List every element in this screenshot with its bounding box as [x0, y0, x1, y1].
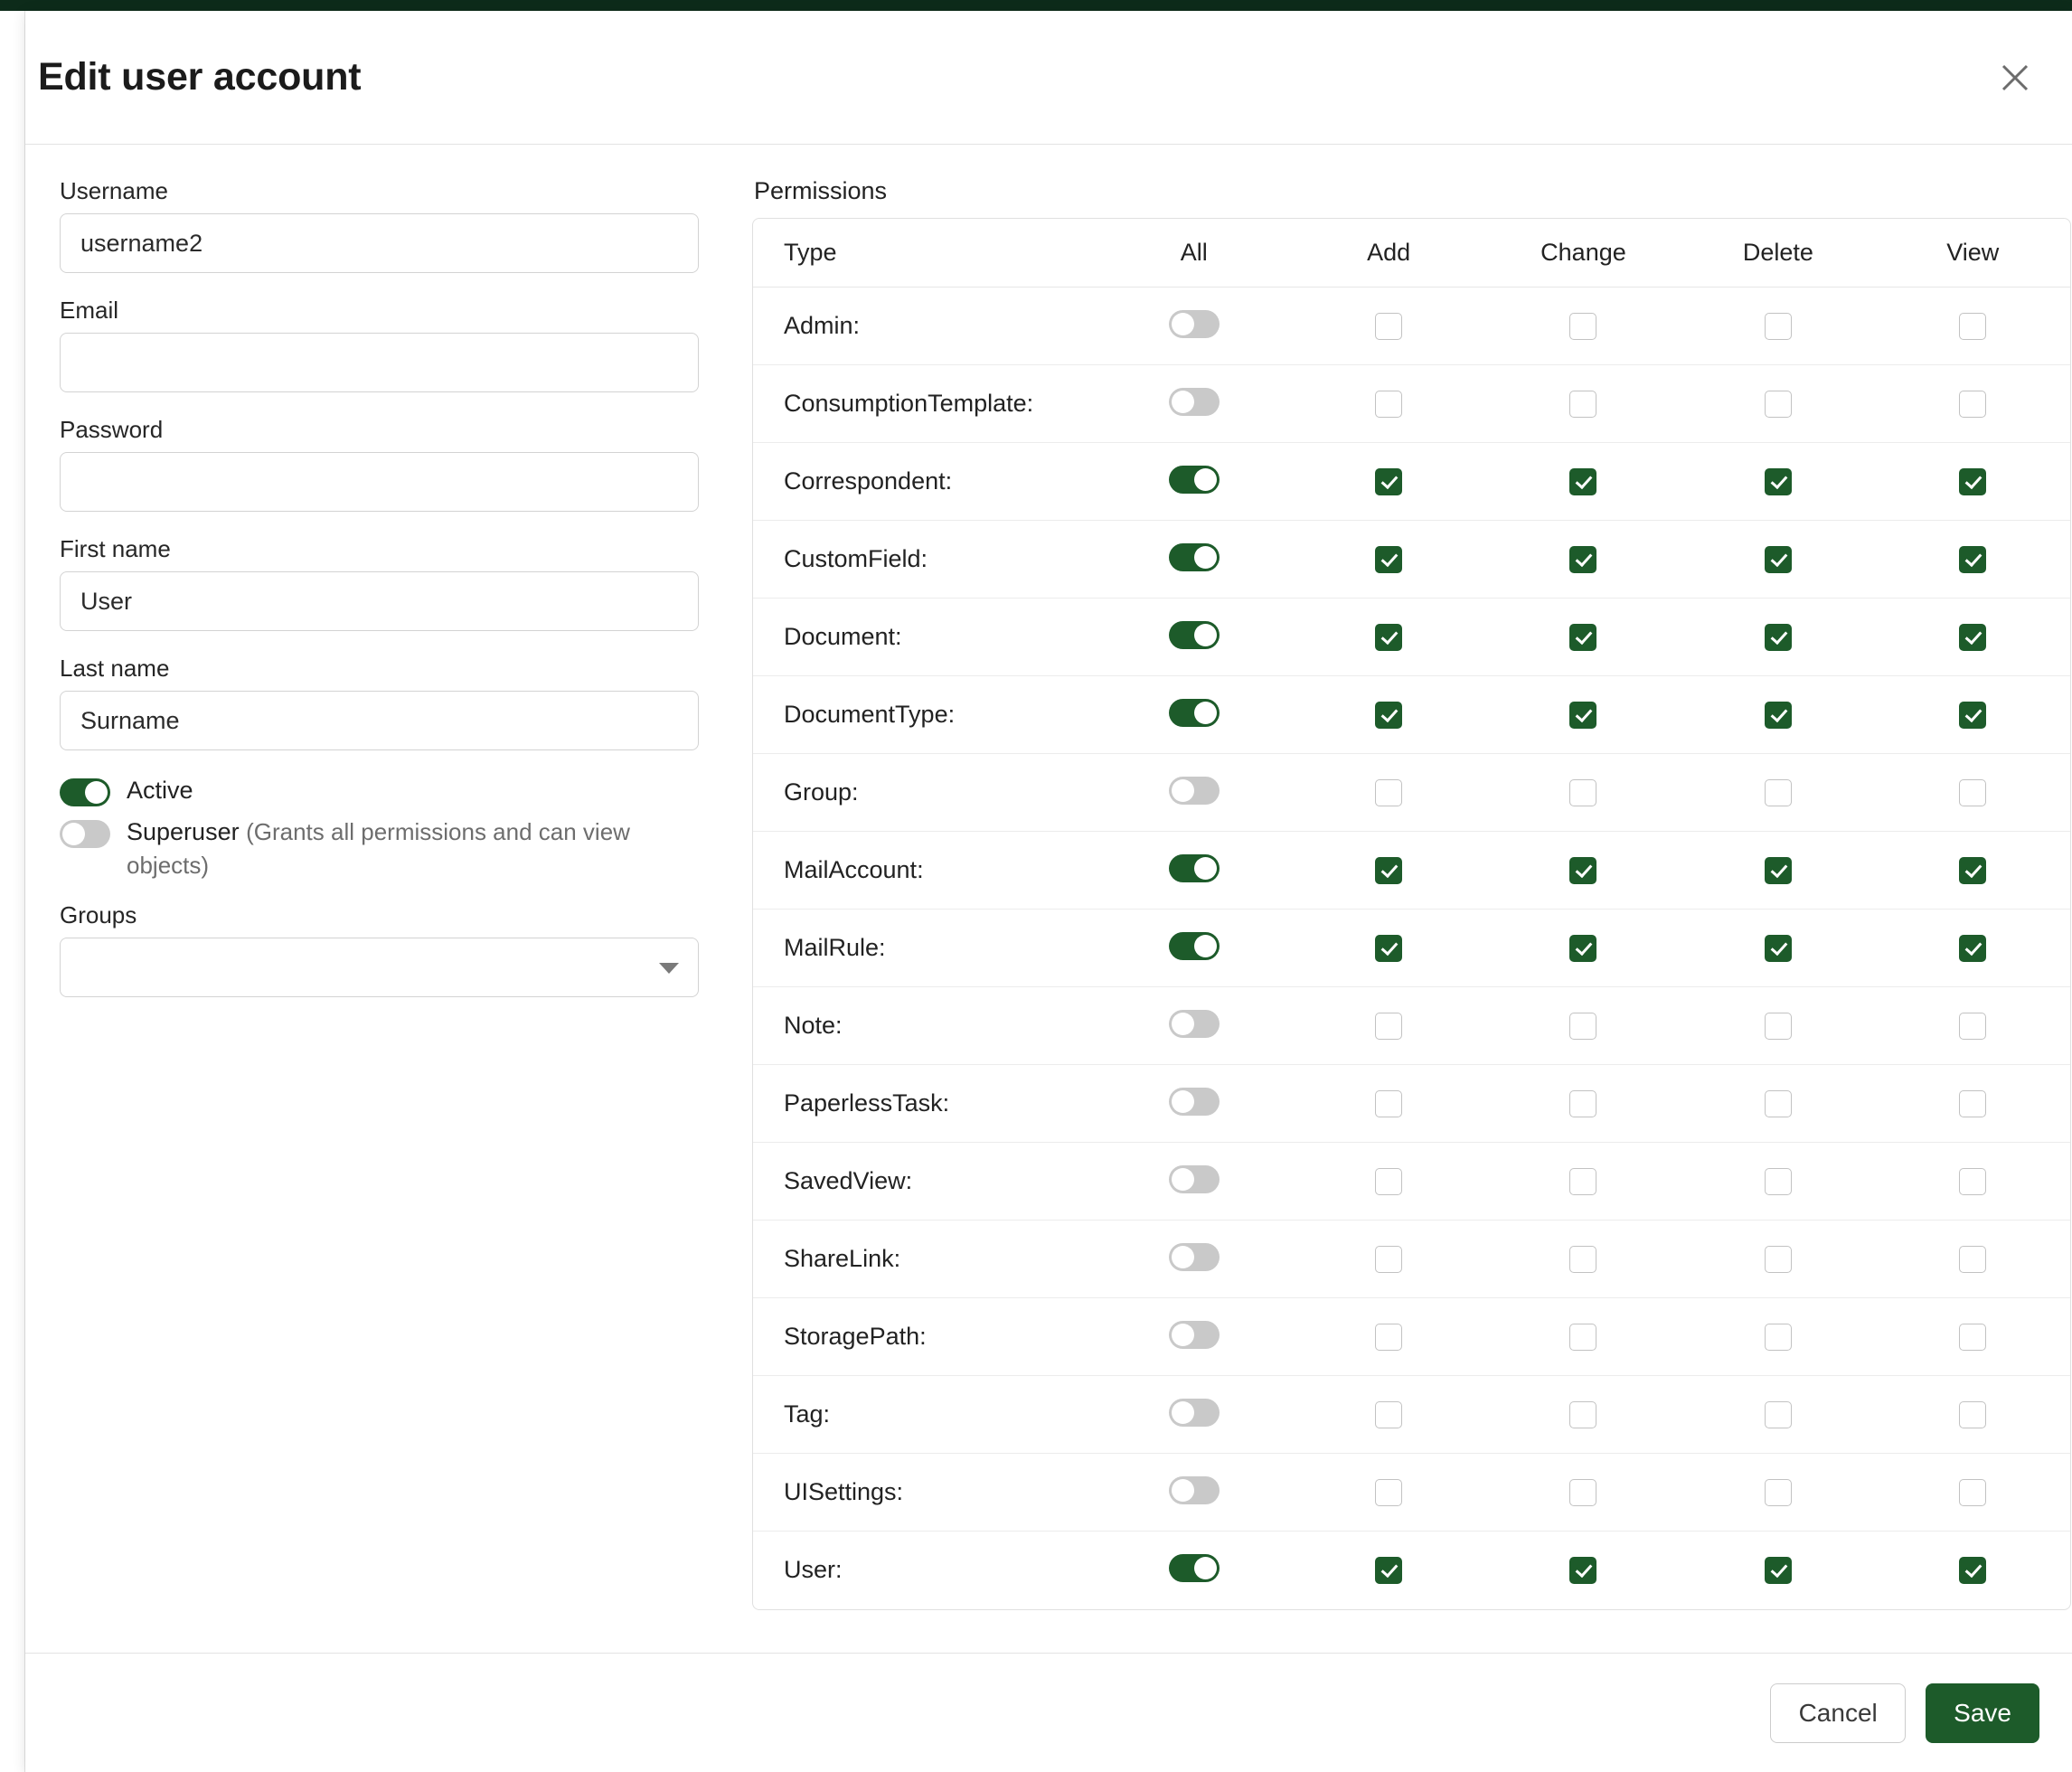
permissions-body: [753, 287, 2070, 1609]
permission-type-label: MailAccount:: [753, 832, 1097, 910]
permission-view-cell: [1876, 365, 2070, 443]
permissions-title: Permissions: [754, 177, 888, 204]
permission-add-checkbox[interactable]: [1375, 1557, 1402, 1584]
permission-all-cell: [1097, 987, 1291, 1065]
permission-all-toggle[interactable]: [1169, 1010, 1220, 1038]
permission-delete-cell: [1681, 987, 1875, 1065]
permission-change-checkbox[interactable]: [1569, 779, 1596, 806]
permission-type-label: StoragePath:: [753, 1298, 1097, 1376]
permission-all-cell: [1097, 1065, 1291, 1143]
permission-all-toggle[interactable]: [1169, 1399, 1220, 1427]
permission-type-label: SavedView:: [753, 1143, 1097, 1221]
dialog-footer: [25, 1653, 2072, 1772]
permission-type-label: Tag:: [753, 1376, 1097, 1454]
permission-delete-cell: [1681, 599, 1875, 676]
permission-delete-cell: [1681, 1143, 1875, 1221]
permission-add-checkbox[interactable]: [1375, 935, 1402, 962]
permission-type-label: Group:: [753, 754, 1097, 832]
permission-all-toggle[interactable]: [1169, 1476, 1220, 1504]
permission-delete-checkbox[interactable]: [1765, 546, 1792, 573]
permission-change-cell: [1486, 1065, 1681, 1143]
permission-delete-cell: [1681, 443, 1875, 521]
permission-add-checkbox[interactable]: [1375, 391, 1402, 418]
permission-view-cell: [1876, 1143, 2070, 1221]
permission-view-cell: [1876, 987, 2070, 1065]
permission-view-cell: [1876, 910, 2070, 987]
permission-change-cell: [1486, 1454, 1681, 1532]
permission-all-cell: [1097, 521, 1291, 599]
permission-view-cell: [1876, 832, 2070, 910]
permission-all-cell: [1097, 1221, 1291, 1298]
permission-change-cell: [1486, 987, 1681, 1065]
permission-delete-cell: [1681, 754, 1875, 832]
table-row: [753, 754, 2070, 832]
permissions-header-row: [753, 219, 2070, 287]
permission-all-toggle[interactable]: [1169, 777, 1220, 805]
table-row: [753, 1143, 2070, 1221]
permission-change-checkbox[interactable]: [1569, 1090, 1596, 1117]
permission-type-label: MailRule:: [753, 910, 1097, 987]
superuser-hint: (Grants all permissions and can view objects): [127, 818, 630, 879]
permission-change-checkbox[interactable]: [1569, 468, 1596, 495]
permission-change-cell: [1486, 1143, 1681, 1221]
permission-add-cell: [1291, 987, 1485, 1065]
permission-delete-checkbox[interactable]: [1765, 1168, 1792, 1195]
active-toggle[interactable]: [60, 778, 110, 806]
first-name-label: First name: [60, 535, 171, 562]
permission-add-checkbox[interactable]: [1375, 1401, 1402, 1428]
permission-type-label: PaperlessTask:: [753, 1065, 1097, 1143]
active-label: Active: [127, 777, 193, 804]
app-top-strip: [0, 0, 2072, 11]
permission-view-checkbox[interactable]: [1959, 1246, 1986, 1273]
permission-view-checkbox[interactable]: [1959, 1013, 1986, 1040]
permission-add-checkbox[interactable]: [1375, 702, 1402, 729]
permission-view-checkbox[interactable]: [1959, 391, 1986, 418]
permission-type-label: Correspondent:: [753, 443, 1097, 521]
permission-all-toggle[interactable]: [1169, 621, 1220, 649]
permission-view-checkbox[interactable]: [1959, 779, 1986, 806]
permission-change-cell: [1486, 1221, 1681, 1298]
permission-change-checkbox[interactable]: [1569, 313, 1596, 340]
permission-add-cell: [1291, 599, 1485, 676]
column-header-change: Change: [1486, 219, 1681, 287]
permission-add-cell: [1291, 754, 1485, 832]
permission-type-label: ConsumptionTemplate:: [753, 365, 1097, 443]
groups-select-wrap: [60, 938, 699, 997]
permission-delete-checkbox[interactable]: [1765, 702, 1792, 729]
permission-add-cell: [1291, 1143, 1485, 1221]
permission-view-checkbox[interactable]: [1959, 1090, 1986, 1117]
permission-view-cell: [1876, 1221, 2070, 1298]
permission-view-checkbox[interactable]: [1959, 1557, 1986, 1584]
permission-type-label: Admin:: [753, 287, 1097, 365]
permission-add-checkbox[interactable]: [1375, 857, 1402, 884]
permission-all-cell: [1097, 910, 1291, 987]
table-row: [753, 910, 2070, 987]
permission-add-checkbox[interactable]: [1375, 468, 1402, 495]
permission-all-toggle[interactable]: [1169, 1554, 1220, 1582]
permission-view-cell: [1876, 1065, 2070, 1143]
table-row: [753, 287, 2070, 365]
permission-delete-cell: [1681, 832, 1875, 910]
permission-change-checkbox[interactable]: [1569, 857, 1596, 884]
permission-delete-cell: [1681, 676, 1875, 754]
permission-change-cell: [1486, 287, 1681, 365]
permission-add-checkbox[interactable]: [1375, 1324, 1402, 1351]
permission-view-checkbox[interactable]: [1959, 546, 1986, 573]
account-details-form: [38, 177, 725, 1653]
permission-delete-checkbox[interactable]: [1765, 1090, 1792, 1117]
permission-change-cell: [1486, 443, 1681, 521]
permission-all-cell: [1097, 1298, 1291, 1376]
permission-view-cell: [1876, 521, 2070, 599]
permission-view-checkbox[interactable]: [1959, 468, 1986, 495]
email-label: Email: [60, 297, 119, 324]
active-toggle-row: [60, 774, 689, 806]
permission-type-label: CustomField:: [753, 521, 1097, 599]
permission-view-cell: [1876, 1532, 2070, 1609]
column-header-type: Type: [753, 219, 1097, 287]
groups-label: Groups: [60, 901, 137, 929]
permission-change-checkbox[interactable]: [1569, 391, 1596, 418]
permission-all-cell: [1097, 287, 1291, 365]
permission-view-checkbox[interactable]: [1959, 935, 1986, 962]
permission-type-label: DocumentType:: [753, 676, 1097, 754]
permission-delete-cell: [1681, 910, 1875, 987]
permission-view-cell: [1876, 443, 2070, 521]
permission-delete-checkbox[interactable]: [1765, 468, 1792, 495]
permission-add-checkbox[interactable]: [1375, 1168, 1402, 1195]
permission-add-cell: [1291, 443, 1485, 521]
cancel-button[interactable]: Cancel: [1770, 1683, 1906, 1743]
permission-change-cell: [1486, 910, 1681, 987]
permission-view-cell: [1876, 1454, 2070, 1532]
permission-add-cell: [1291, 1065, 1485, 1143]
column-header-delete: Delete: [1681, 219, 1875, 287]
permission-all-cell: [1097, 1376, 1291, 1454]
last-name-label: Last name: [60, 655, 170, 682]
permission-change-cell: [1486, 365, 1681, 443]
permission-add-checkbox[interactable]: [1375, 1013, 1402, 1040]
permission-add-checkbox[interactable]: [1375, 546, 1402, 573]
permission-delete-checkbox[interactable]: [1765, 1479, 1792, 1506]
permission-all-cell: [1097, 1143, 1291, 1221]
permission-view-checkbox[interactable]: [1959, 1401, 1986, 1428]
table-row: [753, 1454, 2070, 1532]
permission-add-cell: [1291, 365, 1485, 443]
permission-type-label: ShareLink:: [753, 1221, 1097, 1298]
permission-change-cell: [1486, 1298, 1681, 1376]
permission-change-checkbox[interactable]: [1569, 1246, 1596, 1273]
permission-all-toggle[interactable]: [1169, 466, 1220, 494]
column-header-all: All: [1097, 219, 1291, 287]
permission-delete-checkbox[interactable]: [1765, 1013, 1792, 1040]
permission-add-cell: [1291, 287, 1485, 365]
permission-type-label: Document:: [753, 599, 1097, 676]
permission-delete-cell: [1681, 1221, 1875, 1298]
permission-delete-cell: [1681, 1532, 1875, 1609]
permission-all-toggle[interactable]: [1169, 932, 1220, 960]
permission-add-checkbox[interactable]: [1375, 313, 1402, 340]
permission-view-checkbox[interactable]: [1959, 1168, 1986, 1195]
table-row: [753, 443, 2070, 521]
last-name-input[interactable]: [60, 691, 699, 750]
password-label: Password: [60, 416, 164, 443]
username-input[interactable]: [60, 213, 699, 273]
permission-all-cell: [1097, 443, 1291, 521]
close-icon[interactable]: [1991, 53, 2039, 102]
permission-delete-cell: [1681, 1298, 1875, 1376]
permission-all-toggle[interactable]: [1169, 1321, 1220, 1349]
permission-view-cell: [1876, 1298, 2070, 1376]
permission-type-label: User:: [784, 1556, 843, 1584]
permission-add-checkbox[interactable]: [1375, 779, 1402, 806]
permission-add-cell: [1291, 1454, 1485, 1532]
permission-view-cell: [1876, 754, 2070, 832]
permissions-section: [725, 177, 2071, 1653]
superuser-label: [127, 815, 689, 881]
permission-delete-checkbox[interactable]: [1765, 779, 1792, 806]
permission-view-checkbox[interactable]: [1959, 702, 1986, 729]
column-header-add: Add: [1291, 219, 1485, 287]
permission-delete-cell: [1681, 365, 1875, 443]
permission-change-checkbox[interactable]: [1569, 1168, 1596, 1195]
permission-all-cell: [1097, 599, 1291, 676]
permission-view-cell: [1876, 676, 2070, 754]
app-left-edge: [0, 11, 25, 1772]
table-row: [753, 987, 2070, 1065]
permission-all-cell: [1097, 754, 1291, 832]
permission-all-cell: [1097, 676, 1291, 754]
permission-add-cell: [1291, 1532, 1485, 1609]
email-field[interactable]: [60, 333, 699, 392]
permission-delete-cell: [1681, 1376, 1875, 1454]
permission-change-checkbox[interactable]: [1569, 1013, 1596, 1040]
permission-add-cell: [1291, 676, 1485, 754]
permission-change-checkbox[interactable]: [1569, 1479, 1596, 1506]
permission-change-checkbox[interactable]: [1569, 1324, 1596, 1351]
permission-all-toggle[interactable]: [1169, 1243, 1220, 1271]
superuser-toggle[interactable]: [60, 820, 110, 848]
permission-all-cell: [1097, 1454, 1291, 1532]
permission-delete-checkbox[interactable]: [1765, 624, 1792, 651]
dialog-body: [25, 145, 2072, 1653]
permission-change-cell: [1486, 676, 1681, 754]
table-row: [753, 1065, 2070, 1143]
permission-delete-checkbox[interactable]: [1765, 1557, 1792, 1584]
permission-view-checkbox[interactable]: [1959, 1324, 1986, 1351]
superuser-label-text: Superuser: [127, 818, 240, 846]
permission-add-cell: [1291, 832, 1485, 910]
page-title: Edit user account: [38, 55, 362, 99]
permission-type-label: UISettings:: [753, 1454, 1097, 1532]
permission-add-cell: [1291, 910, 1485, 987]
permission-add-cell: [1291, 521, 1485, 599]
permission-add-cell: [1291, 1376, 1485, 1454]
table-row: [753, 832, 2070, 910]
edit-user-dialog: [25, 11, 2072, 1772]
permission-all-toggle[interactable]: [1169, 1088, 1220, 1116]
permission-delete-cell: [1681, 1065, 1875, 1143]
permission-add-cell: [1291, 1298, 1485, 1376]
permission-type-label: Note:: [753, 987, 1097, 1065]
permission-all-toggle[interactable]: [1169, 854, 1220, 882]
groups-select[interactable]: [60, 938, 699, 997]
permissions-table: [752, 218, 2071, 1610]
permission-delete-checkbox[interactable]: [1765, 1324, 1792, 1351]
permission-change-cell: [1486, 1532, 1681, 1609]
superuser-toggle-row: [60, 815, 689, 881]
permission-change-checkbox[interactable]: [1569, 624, 1596, 651]
permission-delete-checkbox[interactable]: [1765, 391, 1792, 418]
permission-delete-checkbox[interactable]: [1765, 935, 1792, 962]
permission-delete-checkbox[interactable]: [1765, 1401, 1792, 1428]
permission-view-checkbox[interactable]: [1959, 857, 1986, 884]
permission-delete-checkbox[interactable]: [1765, 313, 1792, 340]
permission-view-checkbox[interactable]: [1959, 624, 1986, 651]
first-name-input[interactable]: [60, 571, 699, 631]
permission-delete-cell: [1681, 287, 1875, 365]
permission-change-checkbox[interactable]: [1569, 546, 1596, 573]
permission-add-checkbox[interactable]: [1375, 1246, 1402, 1273]
permission-add-cell: [1291, 1221, 1485, 1298]
permission-add-checkbox[interactable]: [1375, 624, 1402, 651]
save-button[interactable]: Save: [1926, 1683, 2039, 1743]
permission-all-cell: [1097, 365, 1291, 443]
column-header-view: View: [1876, 219, 2070, 287]
permission-all-cell: [1097, 1532, 1291, 1609]
table-row: [753, 1298, 2070, 1376]
permission-delete-cell: [1681, 521, 1875, 599]
table-row: [753, 1221, 2070, 1298]
permission-all-cell: [1097, 832, 1291, 910]
table-row: [753, 521, 2070, 599]
table-row: [753, 1532, 2070, 1609]
permission-delete-checkbox[interactable]: [1765, 1246, 1792, 1273]
permission-delete-cell: [1681, 1454, 1875, 1532]
permission-view-cell: [1876, 287, 2070, 365]
password-field[interactable]: [60, 452, 699, 512]
permission-view-cell: [1876, 599, 2070, 676]
permission-all-toggle[interactable]: [1169, 543, 1220, 571]
permission-change-cell: [1486, 832, 1681, 910]
permission-change-checkbox[interactable]: [1569, 1401, 1596, 1428]
table-row: [753, 1376, 2070, 1454]
permission-add-checkbox[interactable]: [1375, 1479, 1402, 1506]
permission-all-toggle[interactable]: [1169, 1165, 1220, 1193]
permission-all-toggle[interactable]: [1169, 699, 1220, 727]
table-row: [753, 599, 2070, 676]
permission-change-cell: [1486, 754, 1681, 832]
table-row: [753, 676, 2070, 754]
permission-all-toggle[interactable]: [1169, 388, 1220, 416]
permission-add-checkbox[interactable]: [1375, 1090, 1402, 1117]
permission-change-checkbox[interactable]: [1569, 702, 1596, 729]
permission-change-checkbox[interactable]: [1569, 1557, 1596, 1584]
permission-view-checkbox[interactable]: [1959, 1479, 1986, 1506]
permission-change-cell: [1486, 521, 1681, 599]
permission-view-checkbox[interactable]: [1959, 313, 1986, 340]
dialog-header: [25, 11, 2072, 145]
permission-change-cell: [1486, 599, 1681, 676]
permission-all-toggle[interactable]: [1169, 310, 1220, 338]
permission-delete-checkbox[interactable]: [1765, 857, 1792, 884]
permission-change-cell: [1486, 1376, 1681, 1454]
username-label: Username: [60, 177, 168, 204]
permission-view-cell: [1876, 1376, 2070, 1454]
table-row: [753, 365, 2070, 443]
permission-change-checkbox[interactable]: [1569, 935, 1596, 962]
